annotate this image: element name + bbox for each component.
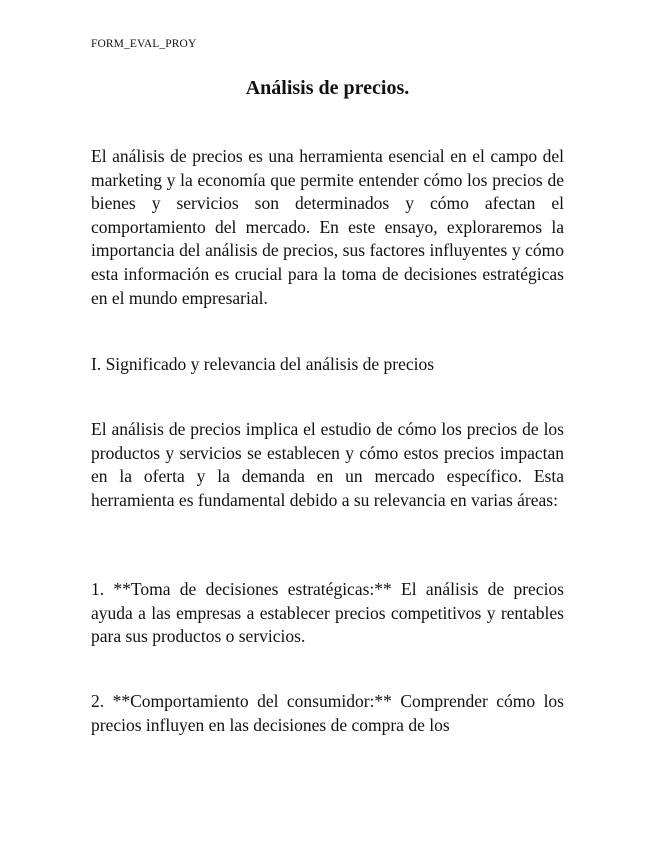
section-body-paragraph: El análisis de precios implica el estudio de cómo los precios de los productos y servicios se establecen y cómo estos precios impactan en la oferta y la demanda en un mercado específico. Esta herramienta es fundamental debido a su relevancia en varias áreas:	[91, 419, 564, 510]
intro-paragraph: El análisis de precios es una herramienta esencial en el campo del marketing y la economía que permite entender cómo los precios de bienes y servicios son determinados y cómo afectan el comportamiento del mercado. En este ensayo, exploraremos la importancia del análisis de precios, sus factores influyentes y cómo esta información es crucial para la toma de decisiones estratégicas en el mundo empresarial.	[91, 146, 564, 308]
page-title: Análisis de precios.	[245, 77, 410, 99]
list-item-decisions: 1. **Toma de decisiones estratégicas:** El análisis de precios ayuda a las empresas a establecer precios competitivos y rentables para sus productos o servicios.	[91, 579, 564, 647]
list-item-consumer-behavior: 2. **Comportamiento del consumidor:** Comprender cómo los precios influyen en las decisiones de compra de los	[91, 691, 564, 735]
form-code: FORM_EVAL_PROY	[91, 38, 197, 50]
section-heading: I. Significado y relevancia del análisis de precios	[91, 354, 435, 374]
